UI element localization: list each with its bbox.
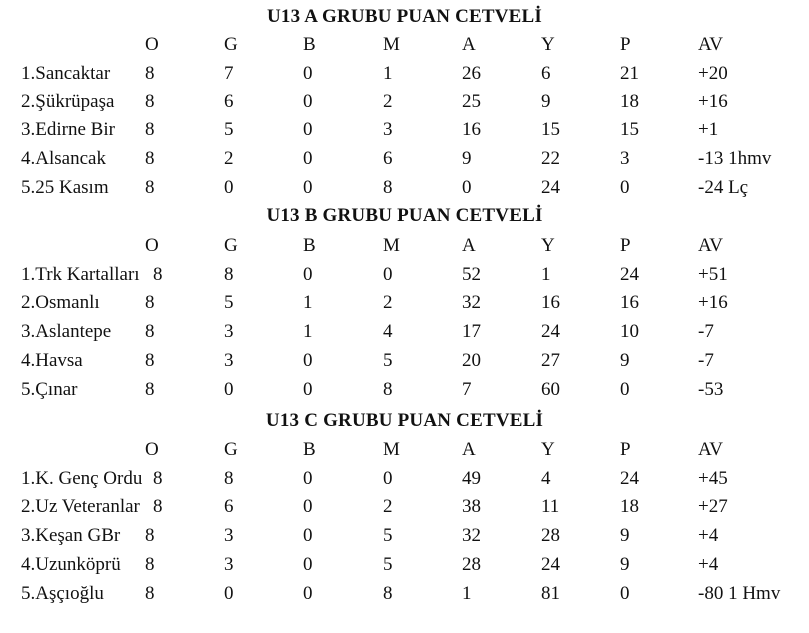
points: 0 — [620, 379, 630, 400]
goals-for: 32 — [462, 292, 481, 313]
header-av: AV — [698, 235, 723, 256]
drawn: 0 — [303, 119, 313, 140]
table-row — [0, 290, 809, 316]
won: 0 — [224, 583, 234, 604]
goals-against: 81 — [541, 583, 560, 604]
lost: 8 — [383, 177, 393, 198]
won: 0 — [224, 379, 234, 400]
lost: 6 — [383, 148, 393, 169]
header-m: M — [383, 235, 400, 256]
header-m: M — [383, 439, 400, 460]
drawn: 0 — [303, 177, 313, 198]
points: 21 — [620, 63, 639, 84]
won: 8 — [224, 264, 234, 285]
table-row — [0, 89, 809, 115]
won: 3 — [224, 321, 234, 342]
goal-difference: -24 Lç — [698, 177, 749, 198]
played: 8 — [153, 468, 163, 489]
team-name: 2.Osmanlı — [21, 292, 100, 313]
goals-for: 52 — [462, 264, 481, 285]
goals-for: 16 — [462, 119, 481, 140]
team-name: 1.K. Genç Ordu — [21, 468, 143, 489]
header-b: B — [303, 439, 316, 460]
played: 8 — [145, 91, 155, 112]
drawn: 0 — [303, 468, 313, 489]
goals-against: 22 — [541, 148, 560, 169]
header-y: Y — [541, 34, 555, 55]
lost: 8 — [383, 583, 393, 604]
lost: 2 — [383, 91, 393, 112]
group-c-header-row — [0, 437, 809, 463]
drawn: 0 — [303, 583, 313, 604]
goals-against: 15 — [541, 119, 560, 140]
team-name: 5.Çınar — [21, 379, 78, 400]
table-row — [0, 552, 809, 578]
goals-for: 20 — [462, 350, 481, 371]
team-name: 1.Trk Kartalları — [21, 264, 140, 285]
points: 3 — [620, 148, 630, 169]
goal-difference: +1 — [698, 119, 719, 140]
goals-for: 26 — [462, 63, 481, 84]
team-name: 2.Uz Veteranlar — [21, 496, 140, 517]
played: 8 — [153, 496, 163, 517]
goal-difference: -53 — [698, 379, 724, 400]
goals-against: 28 — [541, 525, 560, 546]
drawn: 0 — [303, 496, 313, 517]
goals-against: 4 — [541, 468, 551, 489]
lost: 2 — [383, 496, 393, 517]
team-name: 2.Şükrüpaşa — [21, 91, 115, 112]
played: 8 — [145, 148, 155, 169]
team-name: 5.Aşçıoğlu — [21, 583, 104, 604]
team-name: 4.Uzunköprü — [21, 554, 121, 575]
played: 8 — [145, 177, 155, 198]
table-row — [0, 466, 809, 492]
goals-for: 38 — [462, 496, 481, 517]
points: 10 — [620, 321, 639, 342]
header-a: A — [462, 235, 476, 256]
header-av: AV — [698, 439, 723, 460]
team-name: 3.Aslantepe — [21, 321, 112, 342]
header-av: AV — [698, 34, 723, 55]
goal-difference: -7 — [698, 321, 714, 342]
won: 0 — [224, 177, 234, 198]
drawn: 0 — [303, 525, 313, 546]
goal-difference: +16 — [698, 292, 728, 313]
lost: 4 — [383, 321, 393, 342]
drawn: 1 — [303, 321, 313, 342]
group-b-title: U13 B GRUBU PUAN CETVELİ — [266, 205, 543, 226]
header-y: Y — [541, 439, 555, 460]
goals-for: 32 — [462, 525, 481, 546]
won: 3 — [224, 554, 234, 575]
lost: 8 — [383, 379, 393, 400]
goals-for: 17 — [462, 321, 481, 342]
lost: 5 — [383, 554, 393, 575]
table-row — [0, 377, 809, 403]
header-p: P — [620, 34, 631, 55]
points: 24 — [620, 468, 639, 489]
lost: 1 — [383, 63, 393, 84]
won: 5 — [224, 292, 234, 313]
goals-against: 24 — [541, 554, 560, 575]
drawn: 0 — [303, 91, 313, 112]
played: 8 — [145, 321, 155, 342]
group-b-header-row — [0, 233, 809, 259]
header-o: O — [145, 34, 159, 55]
drawn: 0 — [303, 264, 313, 285]
won: 5 — [224, 119, 234, 140]
played: 8 — [145, 350, 155, 371]
played: 8 — [145, 379, 155, 400]
table-row — [0, 494, 809, 520]
goals-against: 1 — [541, 264, 551, 285]
header-p: P — [620, 439, 631, 460]
goal-difference: +45 — [698, 468, 728, 489]
lost: 3 — [383, 119, 393, 140]
points: 0 — [620, 583, 630, 604]
points: 16 — [620, 292, 639, 313]
goals-against: 60 — [541, 379, 560, 400]
header-p: P — [620, 235, 631, 256]
team-name: 4.Havsa — [21, 350, 83, 371]
goals-for: 49 — [462, 468, 481, 489]
header-o: O — [145, 235, 159, 256]
group-c-title: U13 C GRUBU PUAN CETVELİ — [265, 410, 544, 431]
group-a-title: U13 A GRUBU PUAN CETVELİ — [266, 6, 543, 27]
played: 8 — [145, 63, 155, 84]
drawn: 0 — [303, 554, 313, 575]
table-row — [0, 262, 809, 288]
header-b: B — [303, 34, 316, 55]
team-name: 1.Sancaktar — [21, 63, 111, 84]
points: 24 — [620, 264, 639, 285]
goals-for: 9 — [462, 148, 472, 169]
goals-against: 24 — [541, 321, 560, 342]
won: 3 — [224, 350, 234, 371]
header-m: M — [383, 34, 400, 55]
points: 9 — [620, 554, 630, 575]
goals-against: 24 — [541, 177, 560, 198]
won: 7 — [224, 63, 234, 84]
played: 8 — [145, 554, 155, 575]
points: 0 — [620, 177, 630, 198]
goals-against: 9 — [541, 91, 551, 112]
points: 18 — [620, 496, 639, 517]
team-name: 5.25 Kasım — [21, 177, 109, 198]
header-a: A — [462, 34, 476, 55]
lost: 2 — [383, 292, 393, 313]
header-g: G — [224, 235, 238, 256]
goal-difference: +4 — [698, 554, 719, 575]
goal-difference: -13 1hmv — [698, 148, 772, 169]
drawn: 1 — [303, 292, 313, 313]
drawn: 0 — [303, 148, 313, 169]
header-g: G — [224, 34, 238, 55]
goal-difference: +51 — [698, 264, 728, 285]
goal-difference: +4 — [698, 525, 719, 546]
played: 8 — [145, 292, 155, 313]
team-name: 3.Edirne Bir — [21, 119, 115, 140]
team-name: 4.Alsancak — [21, 148, 106, 169]
goal-difference: +16 — [698, 91, 728, 112]
lost: 0 — [383, 264, 393, 285]
header-b: B — [303, 235, 316, 256]
played: 8 — [145, 119, 155, 140]
won: 6 — [224, 91, 234, 112]
lost: 5 — [383, 525, 393, 546]
goals-for: 7 — [462, 379, 472, 400]
header-y: Y — [541, 235, 555, 256]
played: 8 — [153, 264, 163, 285]
won: 3 — [224, 525, 234, 546]
points: 15 — [620, 119, 639, 140]
table-row — [0, 319, 809, 345]
drawn: 0 — [303, 379, 313, 400]
goals-against: 6 — [541, 63, 551, 84]
goal-difference: -7 — [698, 350, 714, 371]
team-name: 3.Keşan GBr — [21, 525, 121, 546]
table-row — [0, 117, 809, 143]
goals-for: 0 — [462, 177, 472, 198]
table-row — [0, 146, 809, 172]
table-row — [0, 61, 809, 87]
drawn: 0 — [303, 63, 313, 84]
goals-for: 1 — [462, 583, 472, 604]
table-row — [0, 175, 809, 201]
goal-difference: +20 — [698, 63, 728, 84]
won: 8 — [224, 468, 234, 489]
table-row — [0, 348, 809, 374]
won: 6 — [224, 496, 234, 517]
header-o: O — [145, 439, 159, 460]
goals-for: 28 — [462, 554, 481, 575]
played: 8 — [145, 583, 155, 604]
drawn: 0 — [303, 350, 313, 371]
group-a-header-row — [0, 32, 809, 58]
goals-for: 25 — [462, 91, 481, 112]
played: 8 — [145, 525, 155, 546]
lost: 0 — [383, 468, 393, 489]
goals-against: 27 — [541, 350, 560, 371]
table-row — [0, 523, 809, 549]
lost: 5 — [383, 350, 393, 371]
goal-difference: -80 1 Hmv — [698, 583, 781, 604]
header-g: G — [224, 439, 238, 460]
goals-against: 16 — [541, 292, 560, 313]
header-a: A — [462, 439, 476, 460]
points: 9 — [620, 350, 630, 371]
points: 18 — [620, 91, 639, 112]
won: 2 — [224, 148, 234, 169]
goals-against: 11 — [541, 496, 560, 517]
goal-difference: +27 — [698, 496, 728, 517]
points: 9 — [620, 525, 630, 546]
table-row — [0, 581, 809, 607]
